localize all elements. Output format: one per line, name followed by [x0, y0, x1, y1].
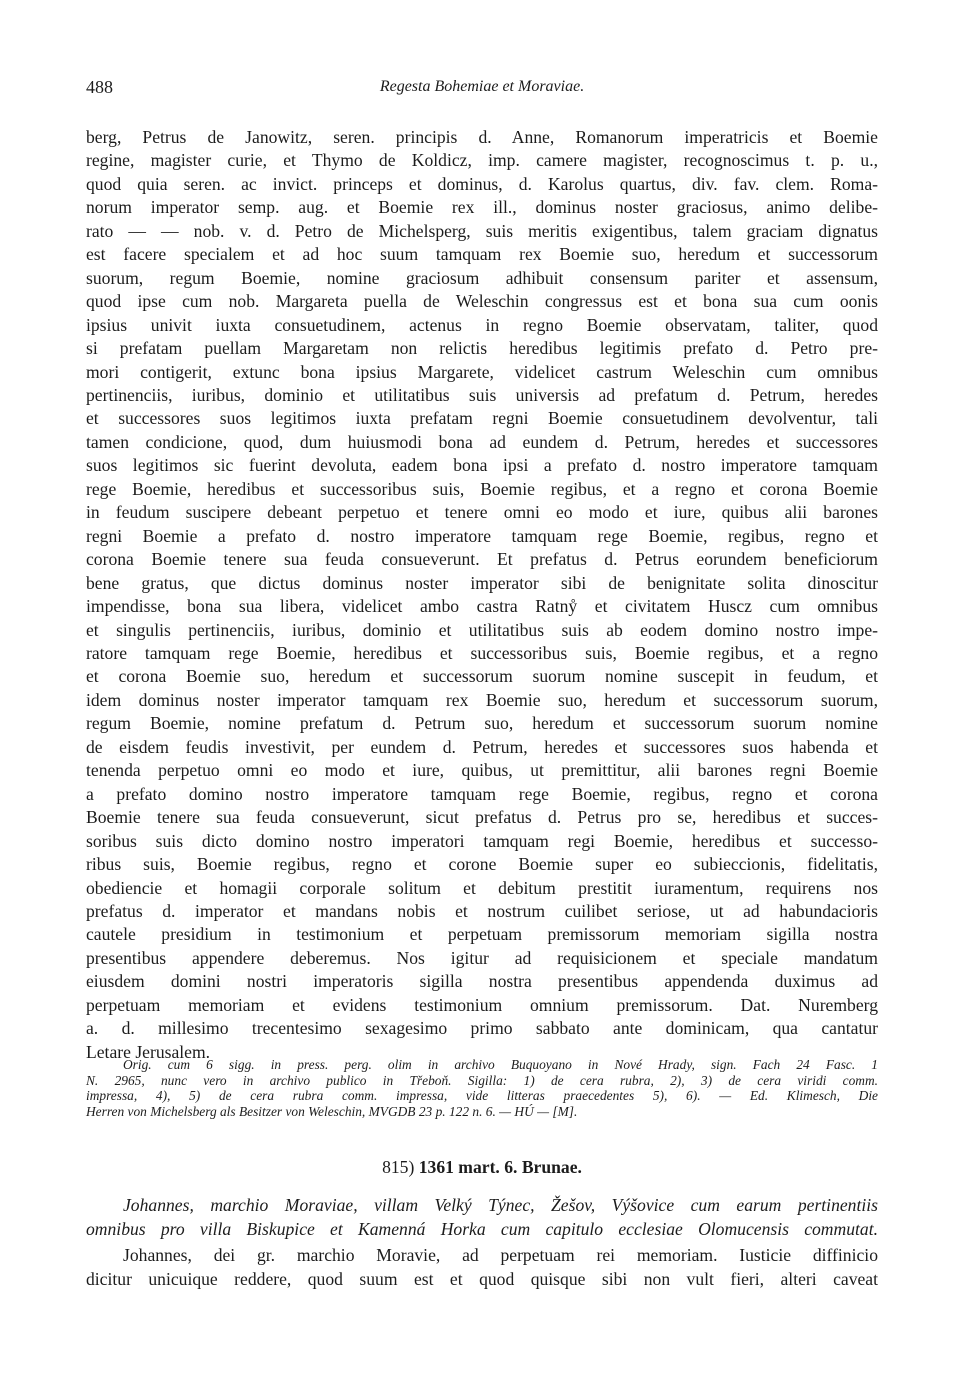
page-number: 488 — [86, 77, 113, 97]
text-line: cautele presidium in testimonium et perpetuam premissorum memoriam sigilla nostra — [86, 924, 878, 945]
text-line: regum Boemie, nomine prefatum d. Petrum suo, heredum et successorum suorum nomine — [86, 713, 878, 734]
document-summary — [86, 1193, 878, 1241]
text-line: corona Boemie tenere sua feuda consueverunt. Et prefatus d. Petrus eorundem beneficiorum — [86, 549, 878, 570]
note-line: impressa, 4), 5) de cera rubra comm. impressa, vide litteras praecedentes 5), 6). — Ed. Klimesch, Die — [86, 1088, 878, 1104]
text-line: quod quia seren. ac invict. princeps et dominus, d. Karolus quartus, div. fav. clem. Roma- — [86, 173, 878, 194]
text-line: ratore tamquam rege Boemie, heredibus et successoribus suis, Boemie regibus, et a regno — [86, 642, 878, 663]
text-line: rato — — nob. v. d. Petro de Michelsperg, suis meritis exigentibus, talem graciam dignatus — [86, 220, 878, 241]
note-line: Herren von Michelsberg als Besitzer von Weleschin, MVGDB 23 p. 122 n. 6. — HÚ — [M]. — [86, 1103, 578, 1119]
text-line: si prefatam puellam Margaretam non relictis heredibus legitimis prefato d. Petro pre- — [86, 338, 878, 359]
text-line: ribus suis, Boemie regibus, regno et corone Boemie super eo subieccionis, fidelitatis, — [86, 854, 878, 875]
running-title: Regesta Bohemiae et Moraviae. — [379, 78, 585, 95]
document-page — [86, 0, 878, 1390]
text-line: presentibus appendere deberemus. Nos igitur ad requisicionem et speciale mandatum — [86, 947, 878, 968]
text-line: de eisdem feudis investivit, per eundem d. Petrum, heredes et successores suos habenda et — [86, 736, 878, 757]
text-line: bene gratus, que dictus dominus noster imperator sibi de benignitate solita dinoscitur — [86, 572, 878, 593]
text-line: tenenda perpetuo omni eo modo et iure, quibus, ut premittitur, alii barones regni Boemie — [86, 760, 878, 781]
text-line: a. d. millesimo trecentesimo sexagesimo primo sabbato ante dominicam, qua cantatur — [86, 1018, 878, 1039]
text-line: rege Boemie, heredibus et successoribus suis, Boemie regibus, et a regno et corona Boemie — [86, 478, 878, 499]
text-line: impendisse, bona sua libera, videlicet ambo castra Ratnẙ et civitatem Huscz cum omnibus — [86, 596, 878, 617]
text-line: soribus suis dicto domino nostro imperatori tamquam regi Boemie, heredibus et successo- — [86, 830, 878, 851]
text-line: perpetuam memoriam et evidens testimonium omnium premissorum. Dat. Nuremberg — [86, 994, 878, 1015]
body-line: Johannes, dei gr. marchio Moravie, ad perpetuam rei memoriam. Iusticie diffinicio — [123, 1245, 878, 1265]
body-line: dicitur unicuique reddere, quod suum est et quod quisque sibi non vult fieri, alteri caveat — [86, 1269, 878, 1289]
text-line: a prefato domino nostro imperatore tamquam rege Boemie, regibus, regno et corona — [86, 783, 878, 804]
text-line: eiusdem domini nostri imperatoris sigilla nostra presentibus appendenda duximus ad — [86, 971, 878, 992]
text-line: pertinenciis, iuribus, dominio et utilitatibus suis universis ad prefatum d. Petrum, heredes — [86, 384, 878, 405]
text-line: et singulis pertinenciis, iuribus, dominio et utilitatibus suis ab eodem domino nostro impe- — [86, 619, 878, 640]
document-body-text — [86, 1243, 878, 1291]
text-line: tamen condicione, quod, dum huiusmodi bona ad eundem d. Petrum, heredes et successores — [86, 431, 878, 452]
text-line: est facere specialem et ad hoc suum tamquam rex Boemie suo, heredum et successorum — [86, 244, 878, 265]
text-line: quod ipse cum nob. Margareta puella de Weleschin congressus est et bona sua cum oonis — [86, 291, 878, 312]
text-line: Letare Jerusalem. — [86, 1041, 211, 1062]
text-line: norum imperator semp. aug. et Boemie rex ill., dominus noster graciosus, animo delibe- — [86, 197, 878, 218]
text-line: suorum, regum Boemie, nomine graciosum adhibuit consensum pariter et assensum, — [86, 267, 878, 288]
text-line: berg, Petrus de Janowitz, seren. principis d. Anne, Romanorum imperatricis et Boemie — [86, 127, 878, 147]
note-line: N. 2965, nunc vero in archivo publico in Třeboň. Sigilla: 1) de cera rubra, 2), 3) de cera viridi comm. — [86, 1072, 878, 1088]
text-line: idem dominus noster imperator tamquam rex Boemie suo, heredum et successorum suorum, — [86, 689, 878, 710]
text-line: mori contigerit, extunc bona ipsius Margarete, videlicet castrum Weleschin cum omnibus — [86, 361, 878, 382]
summary-line: omnibus pro villa Biskupice et Kamenná Horka cum capitulo ecclesiae Olomucensis commutat. — [86, 1219, 878, 1239]
text-line: regine, magister curie, et Thymo de Koldicz, imp. camere magister, recognoscimus t. p. u., — [86, 150, 878, 171]
summary-line: Johannes, marchio Moraviae, villam Velký Týnec, Žešov, Výšovice cum earum pertinentiis — [123, 1195, 878, 1215]
text-line: prefatus d. imperator et mandans nobis et nostrum cuilibet seriose, ut ad habundacioris — [86, 900, 878, 921]
document-heading — [86, 1157, 878, 1178]
document-number: 815) — [382, 1157, 415, 1177]
page-header — [86, 77, 878, 103]
text-line: Boemie tenere sua feuda consueverunt, sicut prefatus d. Petrus pro se, heredibus et succes- — [86, 807, 878, 828]
text-line: et corona Boemie suo, heredum et successorum suorum nomine suscepit in feudum, et — [86, 666, 878, 687]
document-date: 1361 mart. 6. Brunae. — [418, 1157, 582, 1177]
note-line: Orig. cum 6 sigg. in press. perg. olim in archivo Buquoyano in Nové Hrady, sign. Fach 24 Fasc. 1 — [123, 1057, 878, 1072]
text-line: in feudum suscipere debeant perpetuo et tenere omni eo modo et iure, quibus alii barones — [86, 502, 878, 523]
text-line: et successores suos legitimos iuxta prefatam regni Boemie consuetudinem devolventur, tali — [86, 408, 878, 429]
archival-notes — [86, 1057, 878, 1119]
text-line: ipsius univit iuxta consuetudinem, actenus in regno Boemie observatam, taliter, quod — [86, 314, 878, 335]
text-line: suos legitimos sic fuerint devoluta, eadem bona ipsi a prefato d. nostro imperatore tamquam — [86, 455, 878, 476]
text-line: obediencie et homagii corporale solitum et debitum prestitit iuramentum, requirens nos — [86, 877, 878, 898]
main-text-block — [86, 126, 878, 1064]
text-line: regni Boemie a prefato d. nostro imperatore tamquam rege Boemie, regibus, regno et — [86, 525, 878, 546]
